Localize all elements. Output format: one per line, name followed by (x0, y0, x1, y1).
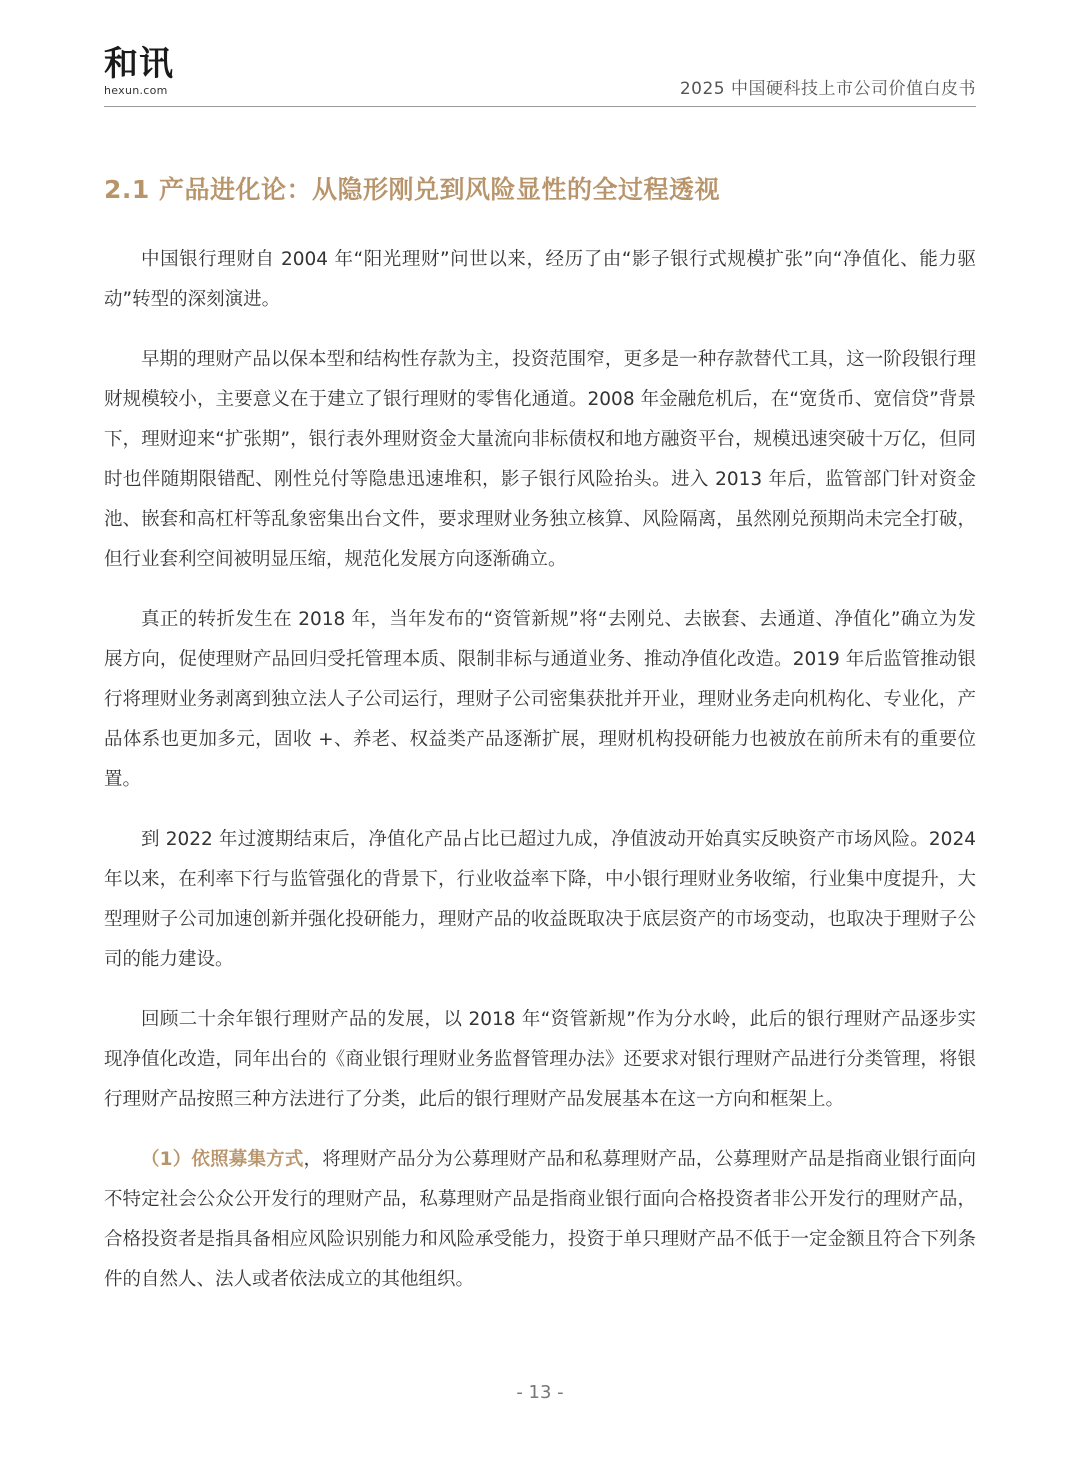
section-heading: 2.1 产品进化论：从隐形刚兑到风险显性的全过程透视 (104, 175, 720, 204)
report-title: 2025 中国硬科技上市公司价值白皮书 (679, 79, 976, 99)
header-divider (104, 106, 976, 107)
paragraph-5: 回顾二十余年银行理财产品的发展，以 2018 年“资管新规”作为分水岭，此后的银行理财产品逐步实现净值化改造，同年出台的《商业银行理财业务监督管理办法》还要求对银行理财产品进行分类管理，将银行理财产品按照三种方法进行了分类，此后的银行理财产品发展基本在这一方向和框架上。 (104, 1009, 976, 1110)
classification-lead: （1）依照募集方式 (141, 1149, 304, 1170)
body-content (104, 240, 976, 1320)
logo-mark: 和讯 (104, 44, 174, 84)
classification-text: ，将理财产品分为公募理财产品和私募理财产品，公募理财产品是指商业银行面向不特定社会公众公开发行的理财产品，私募理财产品是指商业银行面向合格投资者非公开发行的理财产品，合格投资者是指具备相应风险识别能力和风险承受能力，投资于单只理财产品不低于一定金额且符合下列条件的自然人、法人或者依法成立的其他组织。 (104, 1149, 977, 1290)
paragraph-4: 到 2022 年过渡期结束后，净值化产品占比已超过九成，净值波动开始真实反映资产市场风险。2024 年以来，在利率下行与监管强化的背景下，行业收益率下降，中小银行理财业务收缩，行业集中度提升，大型理财子公司加速创新并强化投研能力，理财产品的收益既取决于底层资产的市场变动，也取决于理财子公司的能力建设。 (104, 829, 976, 970)
page-number: - 13 - (516, 1382, 564, 1403)
paragraph-6 (104, 1140, 976, 1300)
page-header (0, 0, 1080, 108)
hexun-logo[interactable] (104, 46, 224, 100)
paragraph-3: 真正的转折发生在 2018 年，当年发布的“资管新规”将“去刚兑、去嵌套、去通道、净值化”确立为发展方向，促使理财产品回归受托管理本质、限制非标与通道业务、推动净值化改造。2019 年后监管推动银行将理财业务剥离到独立法人子公司运行，理财子公司密集获批并开业，理财业务走向机构化、专业化，产品体系也更加多元，固收 +、养老、权益类产品逐渐扩展，理财机构投研能力也被放在前所未有的重要位置。 (104, 609, 976, 790)
paragraph-1: 中国银行理财自 2004 年“阳光理财”问世以来，经历了由“影子银行式规模扩张”向“净值化、能力驱动”转型的深刻演进。 (104, 249, 976, 310)
paragraph-2: 早期的理财产品以保本型和结构性存款为主，投资范围窄，更多是一种存款替代工具，这一阶段银行理财规模较小，主要意义在于建立了银行理财的零售化通道。2008 年金融危机后，在“宽货币、宽信贷”背景下，理财迎来“扩张期”，银行表外理财资金大量流向非标债权和地方融资平台，规模迅速突破十万亿，但同时也伴随期限错配、刚性兑付等隐患迅速堆积，影子银行风险抬头。进入 2013 年后，监管部门针对资金池、嵌套和高杠杆等乱象密集出台文件，要求理财业务独立核算、风险隔离，虽然刚兑预期尚未完全打破，但行业套利空间被明显压缩，规范化发展方向逐渐确立。 (104, 349, 976, 570)
logo-url: hexun.com (104, 84, 168, 97)
